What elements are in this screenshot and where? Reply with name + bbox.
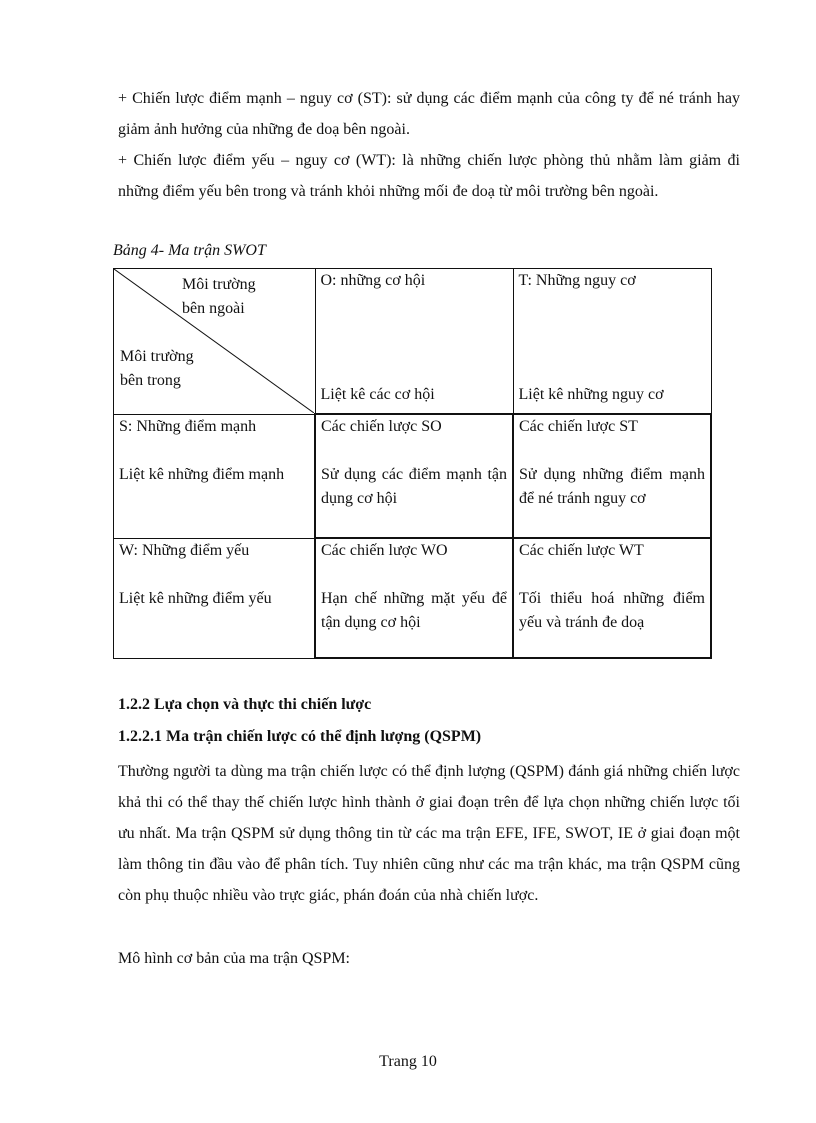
swot-matrix-table <box>113 268 712 659</box>
corner-external-label: Môi trường bên ngoài <box>182 276 256 317</box>
paragraph-wt-strategy: + Chiến lược điểm yếu – nguy cơ (WT): là những chiến lược phòng thủ nhằm làm giảm đi những điểm yếu bên trong và tránh khỏi những mối đe doạ từ môi trường bên ngoài. <box>118 152 740 200</box>
table-caption: Bảng 4- Ma trận SWOT <box>113 242 266 259</box>
wo-title: Các chiến lược WO <box>321 542 448 559</box>
opportunities-title: O: những cơ hội <box>320 272 426 289</box>
st-body: Sử dụng những điểm mạnh để né tránh nguy cơ <box>519 466 705 507</box>
page-number: Trang 10 <box>379 1053 437 1070</box>
threats-body: Liệt kê những nguy cơ <box>518 386 664 403</box>
wt-title: Các chiến lược WT <box>519 542 644 559</box>
swot-opportunities-header <box>315 269 513 415</box>
swot-threats-header <box>513 269 711 415</box>
swot-strengths-row <box>114 414 712 538</box>
swot-header-row <box>114 269 712 415</box>
strengths-title: S: Những điểm mạnh <box>119 417 257 435</box>
weaknesses-body: Liệt kê những điểm yếu <box>119 589 272 607</box>
paragraph-st-strategy: + Chiến lược điểm mạnh – nguy cơ (ST): sử dụng các điểm mạnh của công ty để né tránh hay giảm ảnh hưởng của những đe doạ bên ngoài. <box>118 90 740 138</box>
weaknesses-title: W: Những điểm yếu <box>119 541 250 559</box>
swot-corner-cell <box>114 269 316 415</box>
swot-wo-cell <box>315 538 513 658</box>
opportunities-body: Liệt kê các cơ hội <box>320 386 435 403</box>
swot-weaknesses-cell <box>114 538 316 658</box>
swot-wt-cell <box>513 538 711 658</box>
swot-st-cell <box>513 414 711 538</box>
swot-so-cell <box>315 414 513 538</box>
paragraph-qspm: Thường người ta dùng ma trận chiến lược có thể định lượng (QSPM) đánh giá những chiến lược khả thi có thể thay thế chiến lược hình thành ở giai đoạn trên để lựa chọn những chiến lược tối ưu nhất. Ma trận QSPM sử dụng thông tin từ các ma trận EFE, IFE, SWOT, IE ở giai đoạn một làm thông tin đầu vào để phân tích. Tuy nhiên cũng như các ma trận khác, ma trận QSPM cũng còn phụ thuộc nhiều vào trực giác, phán đoán của nhà chiến lược. <box>118 763 740 904</box>
swot-strengths-cell <box>114 414 316 538</box>
so-body: Sử dụng các điểm mạnh tận dụng cơ hội <box>321 466 507 507</box>
so-title: Các chiến lược SO <box>321 418 442 435</box>
wo-body: Hạn chế những mặt yếu để tận dụng cơ hội <box>321 590 507 631</box>
corner-internal-label: Môi trường bên trong <box>120 348 194 389</box>
threats-title: T: Những nguy cơ <box>518 272 636 289</box>
subsection-heading: 1.2.2.1 Ma trận chiến lược có thể định lượng (QSPM) <box>118 728 482 745</box>
st-title: Các chiến lược ST <box>519 418 638 435</box>
swot-weaknesses-row <box>114 538 712 658</box>
section-heading: 1.2.2 Lựa chọn và thực thi chiến lược <box>118 696 372 713</box>
strengths-body: Liệt kê những điểm mạnh <box>119 465 285 483</box>
paragraph-model: Mô hình cơ bản của ma trận QSPM: <box>118 950 350 967</box>
wt-body: Tối thiểu hoá những điểm yếu và tránh đe doạ <box>519 590 705 631</box>
